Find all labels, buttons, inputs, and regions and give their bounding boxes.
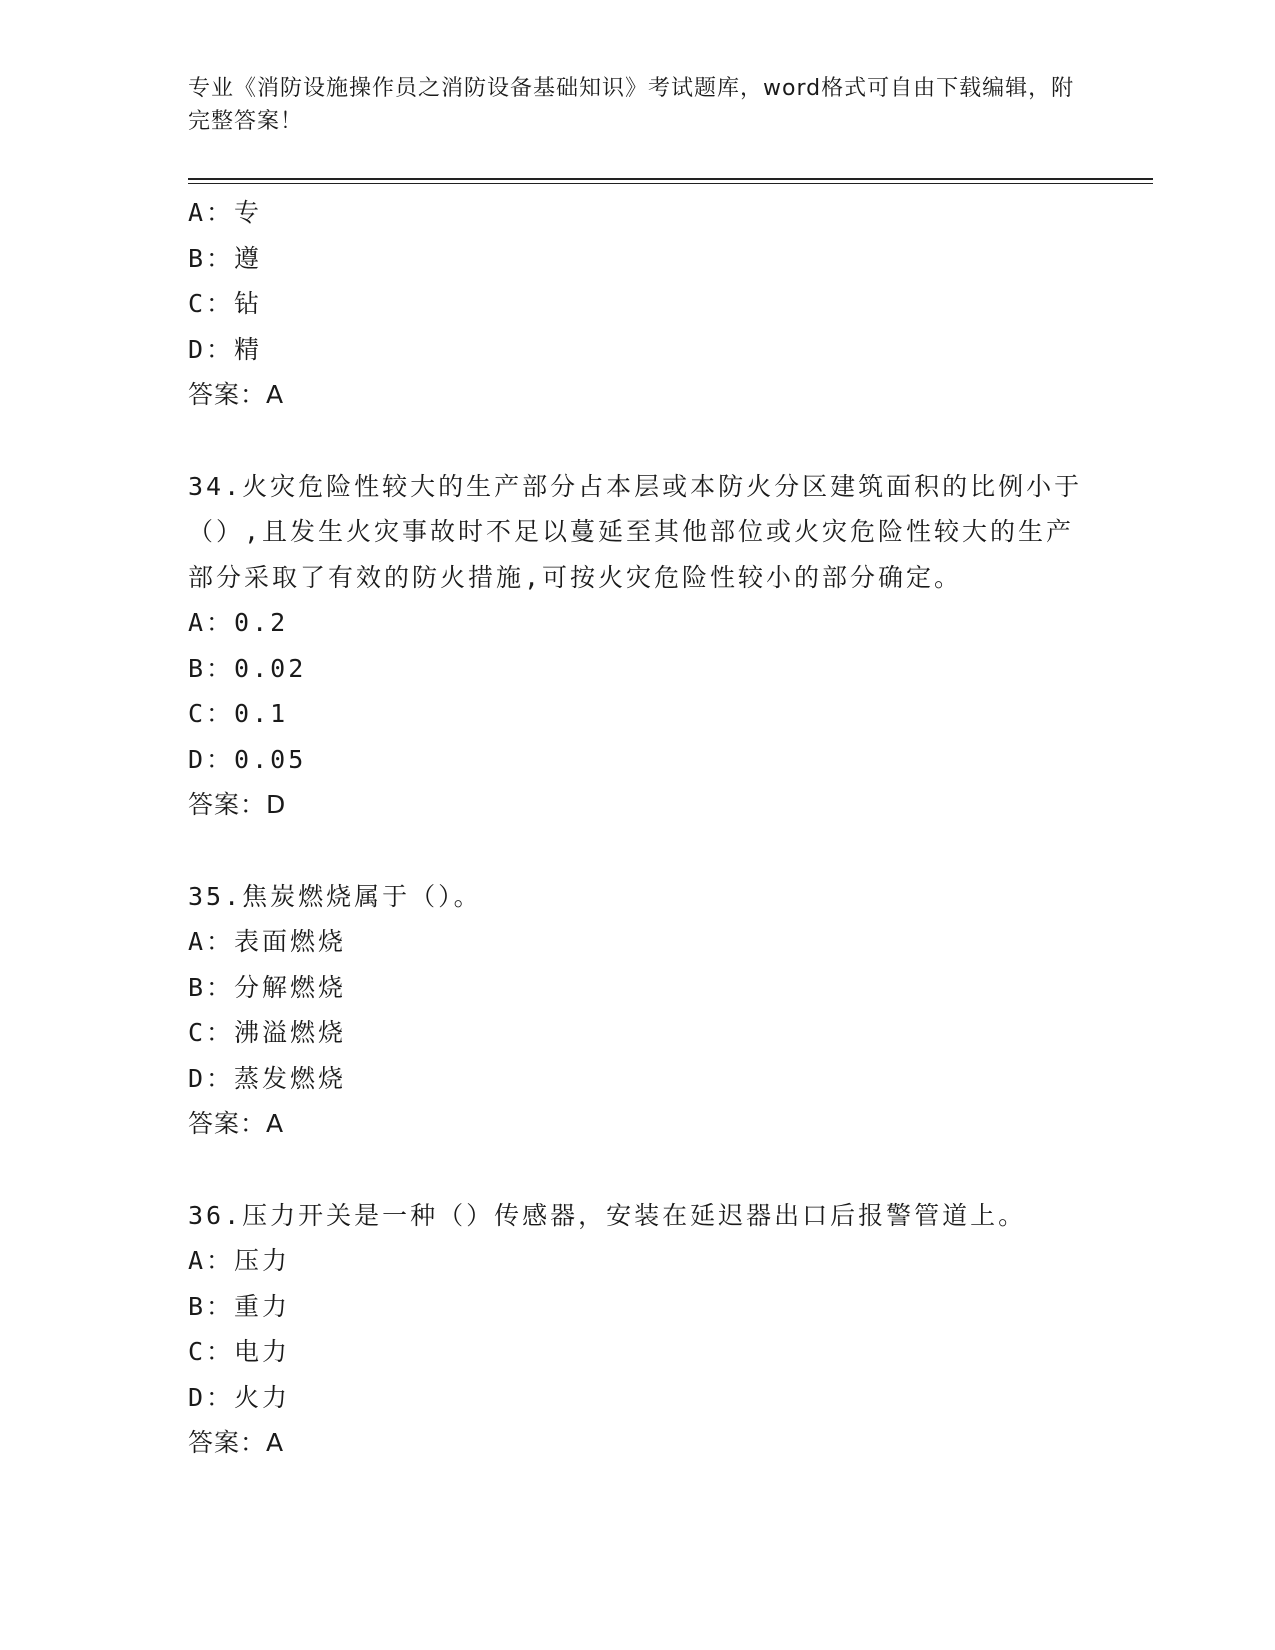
option-b: B：重力 — [188, 1291, 291, 1321]
option-c: C：钻 — [188, 289, 263, 318]
option-d: D：蒸发燃烧 — [188, 1063, 347, 1093]
option-b: B：0.02 — [188, 653, 307, 683]
answer-line: 答案：D — [188, 790, 287, 819]
question-stem: 35.焦炭燃烧属于（）。 — [188, 881, 482, 911]
option-a: A：表面燃烧 — [188, 927, 347, 956]
option-d: D：精 — [188, 334, 263, 364]
header-divider-thick — [188, 178, 1153, 180]
question-spacer — [188, 418, 1088, 464]
option-d: D：火力 — [188, 1382, 291, 1412]
answer-line: 答案：A — [188, 380, 285, 409]
option-c: C：0.1 — [188, 699, 289, 728]
document-header — [188, 72, 1088, 138]
option-a: A：0.2 — [188, 608, 289, 637]
option-a: A：专 — [188, 198, 263, 227]
question-33-block — [188, 190, 1088, 418]
question-34-block — [188, 464, 1088, 828]
answer-line: 答案：A — [188, 1109, 285, 1138]
question-stem: 34.火灾危险性较大的生产部分占本层或本防火分区建筑面积的比例小于（）,且发生火灾事故时不足以蔓延至其他部位或火灾危险性较大的生产部分采取了有效的防火措施,可按火灾危险性较小的部分确定。 — [188, 471, 1083, 592]
header-intro-text: 专业《消防设施操作员之消防设备基础知识》考试题库，word格式可自由下载编辑，附完整答案！ — [188, 76, 1075, 134]
question-35-block — [188, 874, 1088, 1147]
question-spacer — [188, 1147, 1088, 1193]
answer-line: 答案：A — [188, 1428, 285, 1457]
option-d: D：0.05 — [188, 744, 307, 774]
question-stem: 36.压力开关是一种（）传感器，安装在延迟器出口后报警管道上。 — [188, 1200, 1027, 1230]
question-spacer — [188, 828, 1088, 874]
option-b: B：分解燃烧 — [188, 972, 347, 1002]
option-c: C：电力 — [188, 1337, 291, 1366]
option-a: A：压力 — [188, 1246, 291, 1275]
question-list — [188, 190, 1088, 1466]
option-c: C：沸溢燃烧 — [188, 1018, 347, 1047]
question-36-block — [188, 1193, 1088, 1466]
option-b: B：遵 — [188, 243, 263, 273]
header-divider-thin — [188, 183, 1153, 184]
